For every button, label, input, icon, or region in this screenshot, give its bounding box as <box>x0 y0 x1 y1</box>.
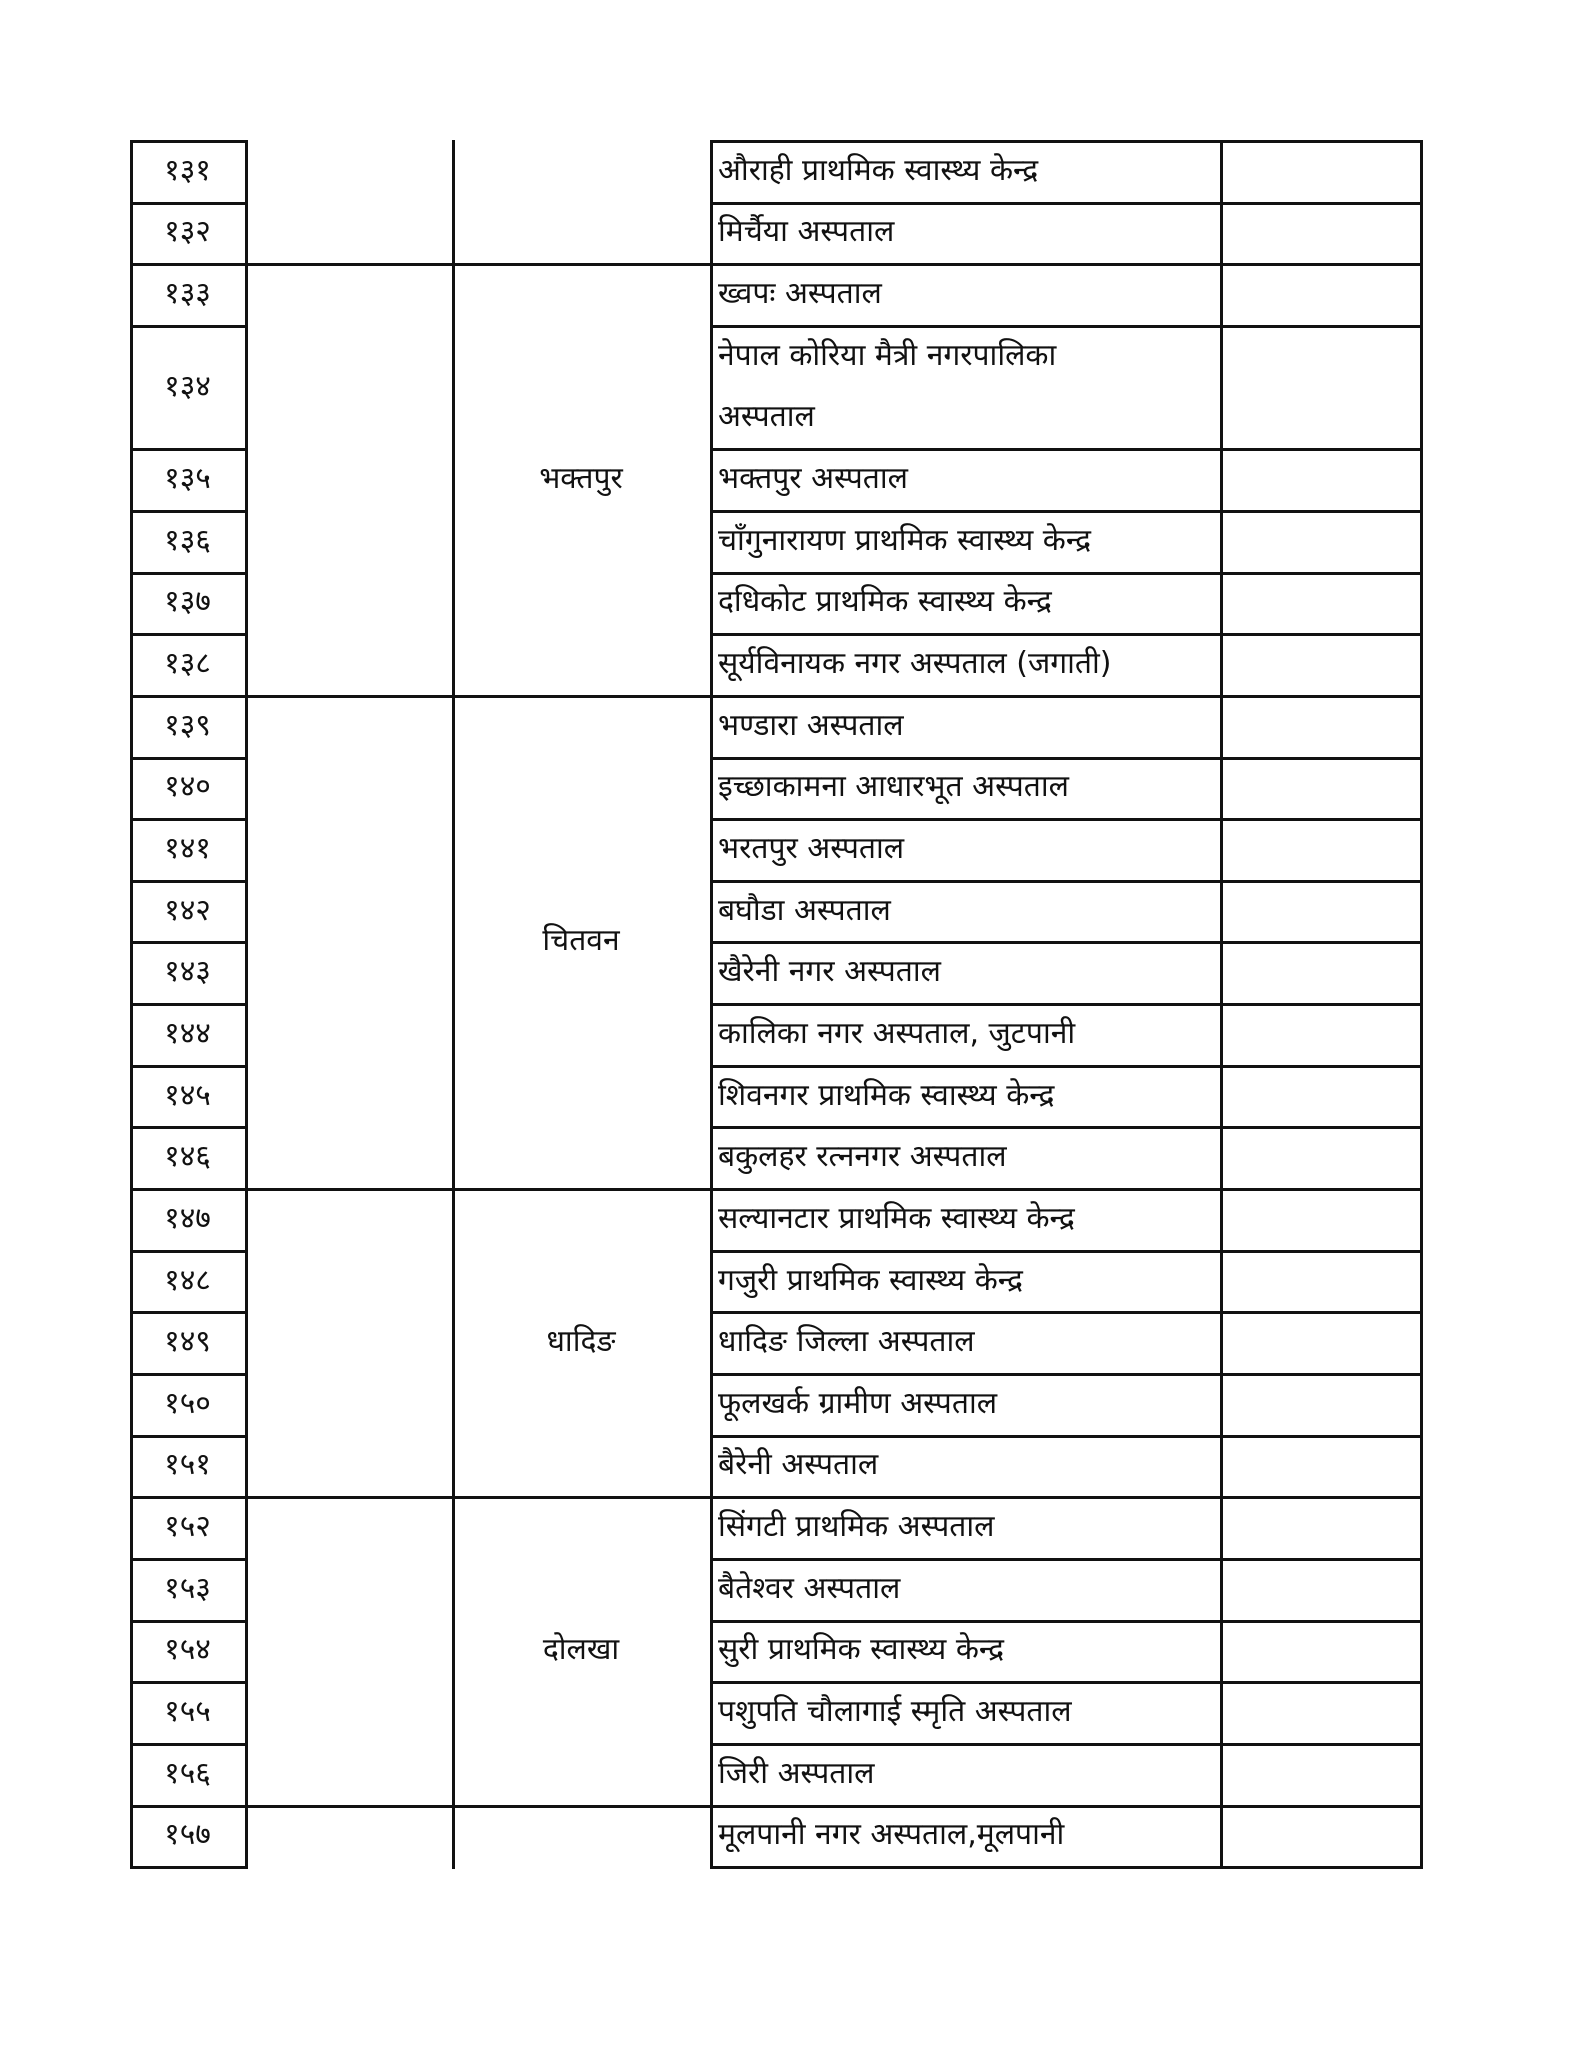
facility-name: सूर्यविनायक नगर अस्पताल (जगाती) <box>718 646 1112 681</box>
serial-number: १४४ <box>164 1015 211 1051</box>
col-border-district-left <box>452 140 455 1869</box>
serial-number: १३१ <box>164 152 211 188</box>
serial-number: १५० <box>164 1385 211 1421</box>
facility-name: सिंगटी प्राथमिक अस्पताल <box>718 1509 995 1545</box>
facility-name: पशुपति चौलागाई स्मृति अस्पताल <box>718 1694 1072 1730</box>
facility-name: मिर्चैया अस्पताल <box>718 214 895 250</box>
facility-name: औराही प्राथमिक स्वास्थ्य केन्द्र <box>718 152 1039 188</box>
facility-name: शिवनगर प्राथमिक स्वास्थ्य केन्द्र <box>718 1077 1055 1113</box>
serial-number: १४१ <box>164 830 211 866</box>
serial-number: १३८ <box>164 646 211 681</box>
blank-col-top-border <box>245 1496 455 1499</box>
facility-name-line-2: अस्पताल <box>718 399 815 435</box>
table-bottom-border <box>710 1866 1423 1869</box>
serial-number: १३५ <box>164 461 211 497</box>
facility-name: गजुरी प्राथमिक स्वास्थ्य केन्द्र <box>718 1262 1023 1298</box>
facility-name: भण्डारा अस्पताल <box>718 707 904 743</box>
serial-number: १५७ <box>164 1817 211 1853</box>
facility-name: बैरेनी अस्पताल <box>718 1447 879 1483</box>
facility-name: चाँगुनारायण प्राथमिक स्वास्थ्य केन्द्र <box>718 522 1092 558</box>
col-border-remark-right <box>1420 140 1423 1869</box>
facility-name: सुरी प्राथमिक स्वास्थ्य केन्द्र <box>718 1632 1005 1668</box>
facility-name: सल्यानटार प्राथमिक स्वास्थ्य केन्द्र <box>718 1200 1075 1236</box>
serial-number: १४० <box>164 769 211 805</box>
serial-number: १५२ <box>164 1509 211 1545</box>
district-name: धादिङ <box>546 1324 616 1360</box>
facility-name: धादिङ जिल्ला अस्पताल <box>718 1324 975 1360</box>
serial-number: १४७ <box>164 1200 211 1236</box>
district-name: भक्तपुर <box>539 461 623 497</box>
serial-number: १४२ <box>164 892 211 928</box>
serial-number: १५३ <box>164 1570 211 1606</box>
serial-number: १४३ <box>164 954 211 990</box>
serial-number: १३४ <box>164 368 211 404</box>
serial-number: १५४ <box>164 1632 211 1668</box>
col-border-sn-left <box>130 140 133 1869</box>
facility-name: भक्तपुर अस्पताल <box>718 461 908 497</box>
district-name: चितवन <box>542 923 620 959</box>
col-border-remark-left <box>1220 140 1223 1869</box>
serial-number: १३७ <box>164 584 211 620</box>
serial-number: १३६ <box>164 522 211 558</box>
serial-number: १५५ <box>164 1694 211 1730</box>
serial-number: १३२ <box>164 214 211 250</box>
facility-name: कालिका नगर अस्पताल, जुटपानी <box>718 1015 1076 1051</box>
col-border-sn-right <box>245 140 248 1869</box>
district-name: दोलखा <box>542 1632 620 1668</box>
facility-name: बघौडा अस्पताल <box>718 892 891 928</box>
blank-col-top-border <box>245 263 455 266</box>
serial-number: १४५ <box>164 1077 211 1113</box>
table-bottom-border <box>130 1866 248 1869</box>
facility-name-line-1: नेपाल कोरिया मैत्री नगरपालिका <box>718 337 1057 373</box>
facility-name: इच्छाकामना आधारभूत अस्पताल <box>718 769 1069 805</box>
col-border-name-left <box>710 140 713 1869</box>
facility-name: दधिकोट प्राथमिक स्वास्थ्य केन्द्र <box>718 584 1052 620</box>
facility-name: जिरी अस्पताल <box>718 1755 875 1791</box>
facility-name: बैतेश्वर अस्पताल <box>718 1570 901 1606</box>
blank-col-top-border <box>245 1188 455 1191</box>
facility-name: फूलखर्क ग्रामीण अस्पताल <box>718 1385 998 1421</box>
serial-number: १३९ <box>164 707 211 743</box>
serial-number: १४९ <box>164 1324 211 1360</box>
facility-name: बकुलहर रत्ननगर अस्पताल <box>718 1139 1007 1175</box>
facility-name: भरतपुर अस्पताल <box>718 830 905 866</box>
serial-number: १४६ <box>164 1139 211 1175</box>
serial-number: १४८ <box>164 1262 211 1298</box>
facility-name: खैरेनी नगर अस्पताल <box>718 954 941 990</box>
serial-number: १५१ <box>164 1447 211 1483</box>
facility-name: मूलपानी नगर अस्पताल,मूलपानी <box>718 1817 1065 1853</box>
blank-col-top-border <box>245 695 455 698</box>
serial-number: १३३ <box>164 276 211 312</box>
facility-name: ख्वपः अस्पताल <box>718 276 882 312</box>
blank-col-top-border <box>245 1805 455 1808</box>
serial-number: १५६ <box>164 1755 211 1791</box>
facility-name <box>718 325 1216 448</box>
district-top-border <box>452 1805 713 1808</box>
